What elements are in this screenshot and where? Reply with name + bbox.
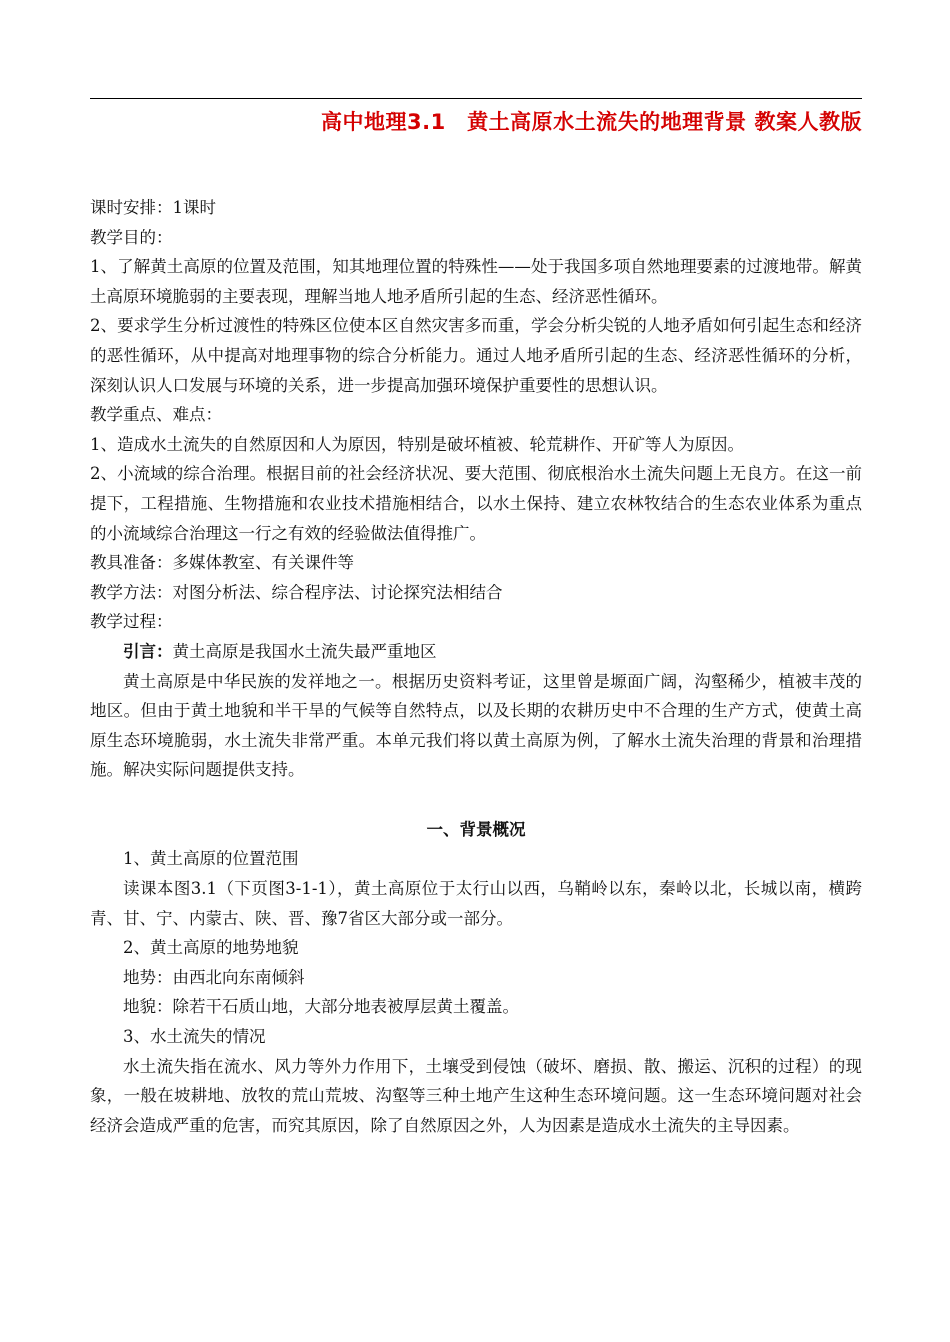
document-body: [90, 193, 862, 1140]
document-title: 高中地理3.1 黄土高原水土流失的地理背景 教案人教版: [320, 110, 862, 134]
objective-1: 1、了解黄土高原的位置及范围，知其地理位置的特殊性——处于我国多项自然地理要素的过渡地带。解黄土高原环境脆弱的主要表现，理解当地人地矛盾所引起的生态、经济恶性循环。: [90, 257, 862, 306]
process-label: 教学过程：: [90, 612, 173, 632]
section-heading: 一、背景概况: [426, 819, 526, 839]
keypoint-1: 1、造成水土流失的自然原因和人为原因，特别是破坏植被、轮荒耕作、开矿等人为原因。: [90, 434, 744, 454]
subheading-terrain: 2、黄土高原的地势地貌: [123, 938, 299, 958]
schedule-line: 课时安排：1课时: [90, 198, 216, 217]
intro-line: [90, 637, 862, 667]
objectives-label: 教学目的：: [90, 227, 173, 247]
subheading-erosion: 3、水土流失的情况: [123, 1027, 266, 1047]
intro-text: 黄土高原是我国水土流失最严重地区: [172, 641, 437, 661]
intro-paragraph: 黄土高原是中华民族的发祥地之一。根据历史资料考证，这里曾是塬面广阔，沟壑稀少，植被丰茂的地区。但由于黄土地貌和半干旱的气候等自然特点，以及长期的农耕历史中不合理的生产方式，使黄土高原生态环境脆弱，水土流失非常严重。本单元我们将以黄土高原为例，了解水土流失治理的背景和治理措施。解决实际问题提供支持。: [90, 671, 862, 780]
landform-line: 地貌：除若干石质山地，大部分地表被厚层黄土覆盖。: [123, 997, 519, 1017]
tools-line: 教具准备：多媒体教室、有关课件等: [90, 553, 354, 573]
intro-label: 引言：: [123, 641, 173, 661]
header-rule: [90, 98, 862, 99]
location-paragraph: 读课本图3.1（下页图3-1-1），黄土高原位于太行山以西，乌鞘岭以东，秦岭以北，长城以南，横跨青、甘、宁、内蒙古、陕、晋、豫7省区大部分或一部分。: [90, 879, 862, 928]
methods-line: 教学方法：对图分析法、综合程序法、讨论探究法相结合: [90, 582, 503, 602]
terrain-line: 地势：由西北向东南倾斜: [123, 967, 305, 987]
keypoint-2: 2、小流域的综合治理。根据目前的社会经济状况、要大范围、彻底根治水土流失问题上无良方。在这一前提下，工程措施、生物措施和农业技术措施相结合，以水土保持、建立农林牧结合的生态农业体系为重点的小流域综合治理这一行之有效的经验做法值得推广。: [90, 464, 862, 543]
erosion-paragraph: 水土流失指在流水、风力等外力作用下，土壤受到侵蚀（破坏、磨损、散、搬运、沉积的过程）的现象，一般在坡耕地、放牧的荒山荒坡、沟壑等三种土地产生这种生态环境问题。这一生态环境问题对社会经济会造成严重的危害，而究其原因，除了自然原因之外，人为因素是造成水土流失的主导因素。: [90, 1056, 862, 1135]
subheading-location: 1、黄土高原的位置范围: [123, 849, 299, 869]
keypoints-label: 教学重点、难点：: [90, 405, 222, 425]
objective-2: 2、要求学生分析过渡性的特殊区位使本区自然灾害多而重，学会分析尖锐的人地矛盾如何引起生态和经济的恶性循环，从中提高对地理事物的综合分析能力。通过人地矛盾所引起的生态、经济恶性循环的分析，深刻认识人口发展与环境的关系，进一步提高加强环境保护重要性的思想认识。: [90, 316, 862, 395]
